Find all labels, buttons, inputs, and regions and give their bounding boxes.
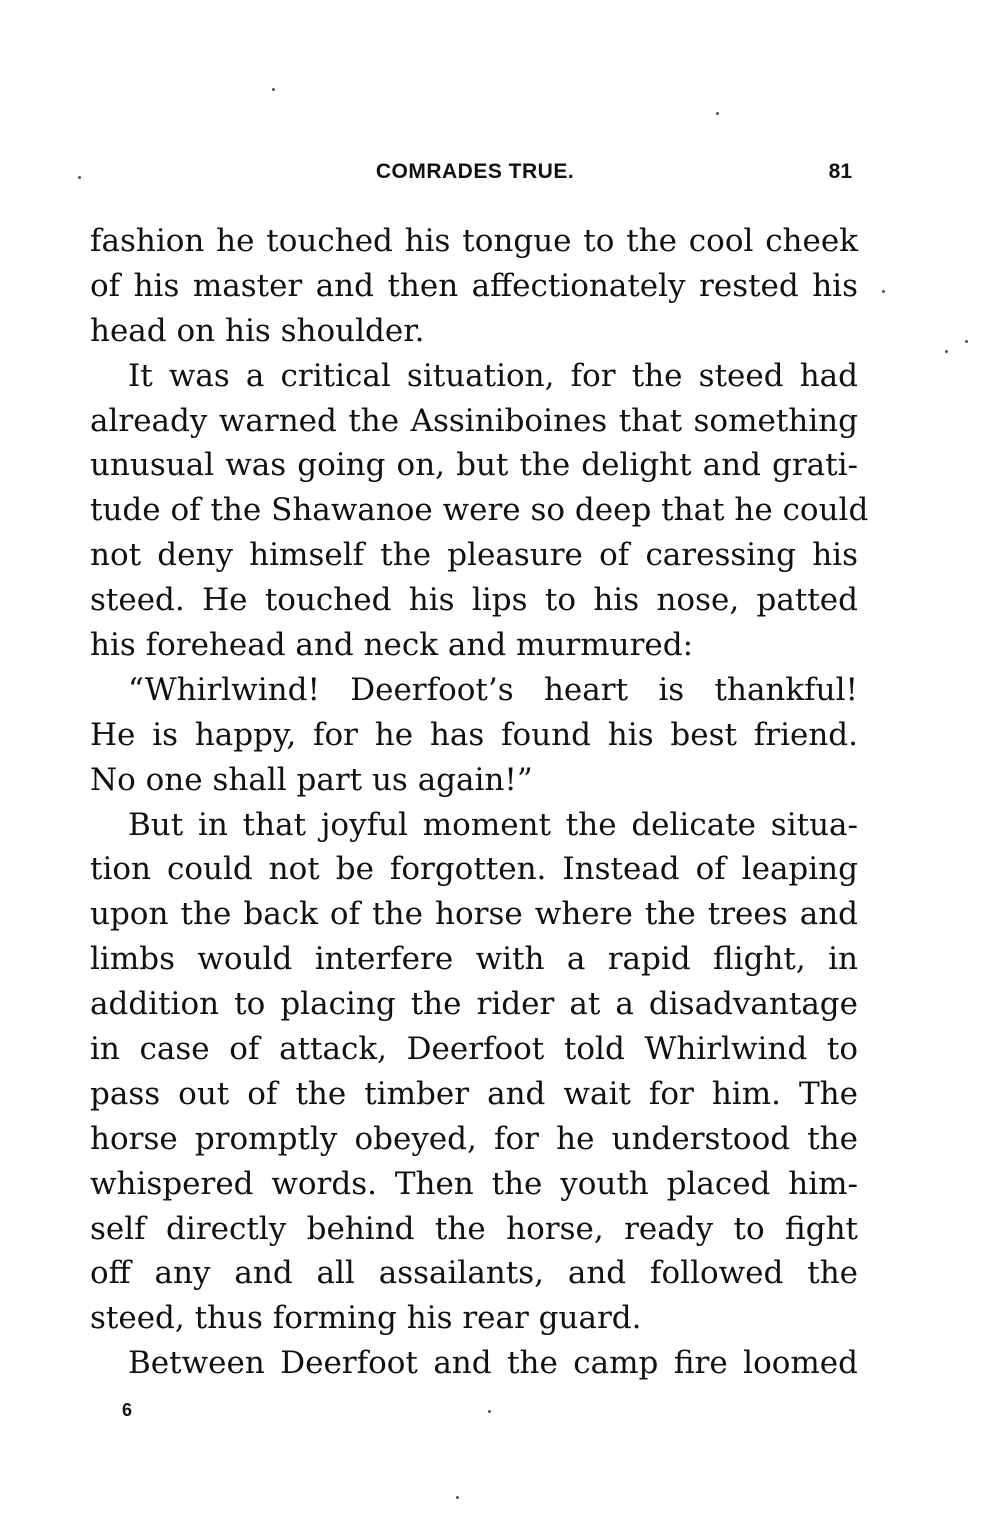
- text-line: his forehead and neck and murmured:: [90, 627, 694, 664]
- text-line: “Whirlwind! Deerfoot’s heart is thankful!: [128, 671, 858, 708]
- text-line: steed. He touched his lips to his nose, patted: [90, 582, 858, 619]
- text-line: already warned the Assiniboines that something: [90, 402, 858, 439]
- text-line: unusual was going on, but the delight and grati-: [90, 447, 858, 484]
- text-line: pass out of the timber and wait for him. The: [90, 1075, 858, 1112]
- text-line: off any and all assailants, and followed the: [90, 1255, 858, 1292]
- scan-speck: [945, 350, 948, 353]
- text-line: of his master and then affectionately rested his: [90, 267, 858, 304]
- scan-speck: [272, 88, 275, 91]
- text-line: self directly behind the horse, ready to fight: [90, 1210, 858, 1247]
- body-text: [90, 219, 869, 1386]
- text-line: horse promptly obeyed, for he understood the: [90, 1120, 858, 1157]
- running-head: [90, 160, 860, 190]
- scan-speck: [716, 112, 719, 115]
- text-line: But in that joyful moment the delicate situa-: [128, 806, 858, 843]
- text-line: in case of attack, Deerfoot told Whirlwind to: [90, 1031, 858, 1068]
- text-line: steed, thus forming his rear guard.: [90, 1300, 642, 1337]
- signature-mark: 6: [122, 1400, 133, 1420]
- text-line: It was a critical situation, for the steed had: [128, 357, 858, 394]
- scan-speck: [456, 1496, 459, 1499]
- text-line: No one shall part us again!”: [90, 761, 533, 798]
- text-line: fashion he touched his tongue to the cool cheek: [90, 223, 858, 259]
- text-line: head on his shoulder.: [90, 312, 425, 349]
- scan-speck: [78, 176, 81, 179]
- text-line: Between Deerfoot and the camp fire loomed: [128, 1345, 858, 1382]
- text-line: addition to placing the rider at a disadvantage: [90, 986, 858, 1023]
- text-line: limbs would interfere with a rapid flight, in: [90, 941, 858, 978]
- text-line: tude of the Shawanoe were so deep that he could: [90, 492, 869, 529]
- scan-speck: [882, 290, 885, 293]
- text-line: tion could not be forgotten. Instead of leaping: [90, 851, 858, 888]
- text-line: He is happy, for he has found his best friend.: [90, 716, 858, 753]
- running-title: COMRADES TRUE.: [375, 160, 575, 183]
- text-line: whispered words. Then the youth placed him-: [90, 1165, 858, 1202]
- scan-speck: [965, 340, 968, 343]
- text-line: not deny himself the pleasure of caressing his: [90, 537, 858, 574]
- scan-speck: [488, 1410, 491, 1413]
- text-line: upon the back of the horse where the trees and: [90, 896, 858, 933]
- page-number: 81: [828, 160, 852, 183]
